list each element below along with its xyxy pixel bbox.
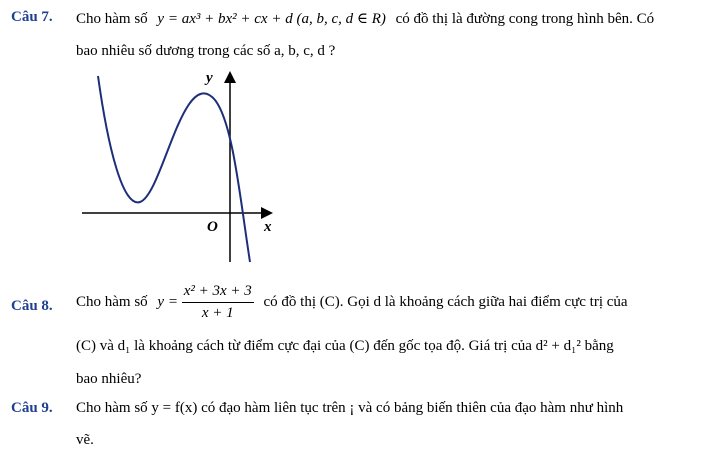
question-8-line-3: bao nhiêu? bbox=[76, 371, 142, 387]
question-8-label: Câu 8. bbox=[11, 298, 53, 314]
origin-label: O bbox=[207, 219, 218, 235]
question-9-label: Câu 9. bbox=[11, 400, 53, 416]
question-7-label: Câu 7. bbox=[11, 9, 53, 25]
fraction-denominator: x + 1 bbox=[201, 305, 234, 321]
question-7-line-2: bao nhiêu số dương trong các số a, b, c, d ? bbox=[76, 43, 336, 59]
question-8-intro: Cho hàm số bbox=[76, 293, 148, 310]
fraction-numerator: x² + 3x + 3 bbox=[182, 283, 254, 303]
question-8-line-1 bbox=[76, 283, 628, 322]
question-7-intro: Cho hàm số bbox=[76, 11, 148, 27]
question-7-formula: y = ax³ + bx² + cx + d (a, b, c, d ∈ R) bbox=[157, 11, 386, 27]
question-7-line-1-rest: có đồ thị là đường cong trong hình bên. Có bbox=[395, 11, 655, 27]
question-8-y-eq: y = bbox=[157, 293, 178, 310]
question-7-line-1 bbox=[76, 9, 654, 28]
question-8-line-1-rest: có đồ thị (C). Gọi d là khoảng cách giữa hai điểm cực trị của bbox=[263, 293, 628, 310]
question-9-line-2: vẽ. bbox=[76, 432, 94, 448]
question-8-fraction bbox=[182, 283, 254, 322]
cubic-graph bbox=[78, 68, 278, 264]
cubic-curve bbox=[98, 76, 250, 262]
question-9-line-1: Cho hàm số y = f(x) có đạo hàm liên tục trên ¡ và có bảng biến thiên của đạo hàm như hình bbox=[76, 400, 624, 416]
y-axis-label: y bbox=[206, 70, 213, 86]
x-axis-label: x bbox=[264, 219, 272, 235]
question-8-line-2: (C) và d₁ là khoảng cách từ điểm cực đại của (C) đến gốc tọa độ. Giá trị của d² + d₁² bằng bbox=[76, 338, 614, 354]
